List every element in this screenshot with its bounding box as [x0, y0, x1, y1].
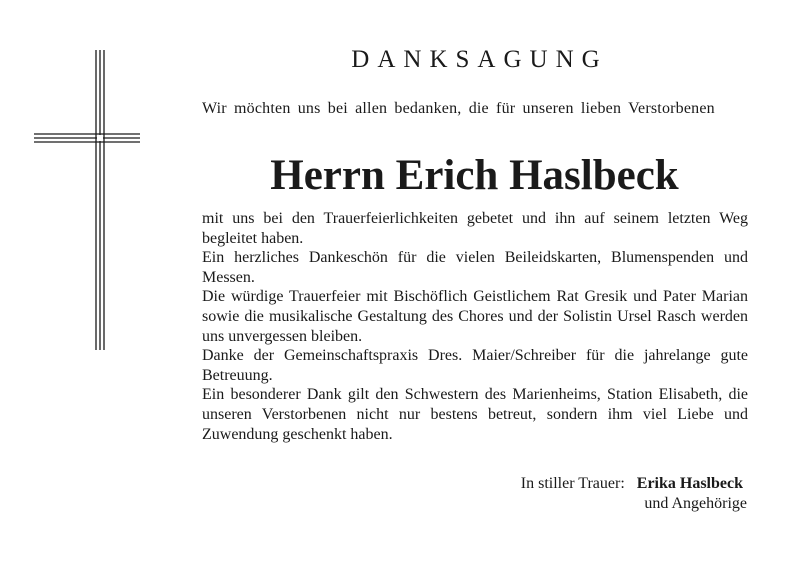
paragraph: Ein herzliches Dankeschön für die vielen Beileidskarten, Blumenspenden und Messen. [202, 249, 748, 286]
intro-text: Wir möchten uns bei allen bedanken, die für unseren lieben Verstorbenen [202, 100, 715, 117]
signature-block [400, 474, 747, 513]
paragraph: Ein besonderer Dank gilt den Schwestern des Marienheims, Station Elisabeth, die unseren Verstorbenen nicht nur bestens betreut, sondern ihm viel Liebe und Zuwendung geschenkt haben. [202, 386, 748, 443]
paragraph: mit uns bei den Trauerfeierlichkeiten gebetet und ihn auf seinem letzten Weg begleitet haben. [202, 210, 748, 247]
notice-heading: DANKSAGUNG [351, 46, 608, 73]
thanks-body [202, 209, 748, 444]
deceased-name: Herrn Erich Haslbeck [270, 152, 679, 199]
cross-icon [34, 50, 140, 350]
paragraph: Danke der Gemeinschaftspraxis Dres. Maier/Schreiber für die jahrelange gute Betreuung. [202, 347, 748, 384]
signature-family: und Angehörige [644, 494, 747, 512]
signature-prefix: In stiller Trauer: [520, 475, 625, 492]
paragraph: Die würdige Trauerfeier mit Bischöflich Geistlichem Rat Gresik und Pater Marian sowie die musikalische Gestaltung des Chores und der Solistin Ursel Rasch werden uns unvergessen bleiben. [202, 288, 748, 345]
signature-name: Erika Haslbeck [636, 475, 743, 492]
signature-line [400, 474, 747, 494]
